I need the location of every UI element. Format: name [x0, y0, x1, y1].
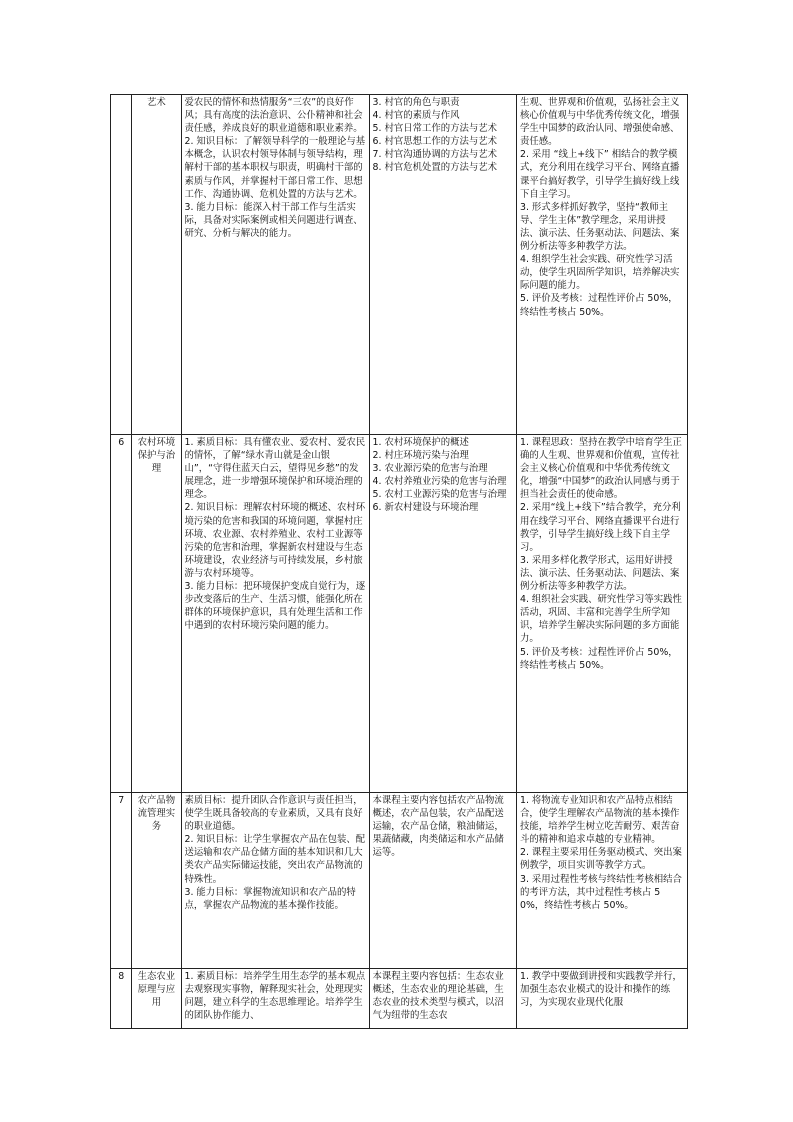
course-requirements: 1. 将物流专业知识和农产品特点相结合，使学生理解农产品物流的基本操作技能，培养学生树立吃苦耐劳、艰苦奋斗的精神和追求卓越的专业精神。 2. 课程主要采用任务驱动模式、突出案例教学，项目实训等教学方式。 3. 采用过程性考核与终结性考核相结合的考评方法，其中过程性考核占 50%，终结性考核占 50%。: [517, 793, 688, 969]
course-requirements: 1. 课程思政：坚持在教学中培育学生正确的人生观、世界观和价值观，宣传社会主义核心价值观和中华优秀传统文化，增强“中国梦”的政治认同感与勇于担当社会责任的使命感。 2. 采用“线上+线下”结合教学，充分利用在线学习平台、网络直播课平台进行教学，引导学生搞好线上线下自主学习。 3. 采用多样化教学形式，运用好讲授法、演示法、任务驱动法、问题法、案例分析法等多种教学方法。 4. 组织社会实践、研究性学习等实践性活动，巩固、丰富和完善学生所学知识，培养学生解决实际问题的多方面能力。 5. 评价及考核：过程性评价占 50%，终结性考核占 50%。: [517, 435, 688, 793]
course-name: 农产品物流管理实务: [132, 793, 181, 969]
course-name: 农村环境保护与治理: [132, 435, 181, 793]
course-content: 本课程主要内容包括：生态农业概述，生态农业的理论基础，生态农业的技术类型与模式，以沼气为纽带的生态农: [369, 969, 516, 1029]
course-requirements: 1. 教学中要做到讲授和实践教学并行，加强生态农业模式的设计和操作的练习，为实现农业现代化服: [517, 969, 688, 1029]
course-name: 艺术: [132, 95, 181, 435]
course-content: 1. 农村环境保护的概述 2. 村庄环境污染与治理 3. 农业源污染的危害与治理 4. 农村养殖业污染的危害与治理 5. 农村工业源污染的危害与治理 6. 新农村建设与环境治理: [369, 435, 516, 793]
table-row: [111, 435, 688, 793]
course-number: 7: [111, 793, 132, 969]
course-number: [111, 95, 132, 435]
course-objectives: 1. 素质目标：培养学生用生态学的基本观点去观察现实事物，解释现实社会，处理现实问题，建立科学的生态思维理论。培养学生的团队协作能力、: [181, 969, 369, 1029]
course-objectives: 爱农民的情怀和热情服务“三农”的良好作风；具有高度的法治意识、公仆精神和社会责任感，养成良好的职业道德和职业素养。 2. 知识目标：了解领导科学的一般理论与基本概念，认识农村领导体制与领导结构，理解村干部的基本职权与职责，明确村干部的素质与作风，并掌握村干部日常工作、思想工作、沟通协调、危机处置的方法与艺术。 3. 能力目标：能深入村干部工作与生活实际，具备对实际案例或相关问题进行调查、研究、分析与解决的能力。: [181, 95, 369, 435]
course-objectives: 1. 素质目标：具有懂农业、爱农村、爱农民的情怀，了解“绿水青山就是金山银山”，“守得住蓝天白云，望得见乡愁”的发展理念，进一步增强环境保护和环境治理的理念。 2. 知识目标：理解农村环境的概述、农村环境污染的危害和我国的环境问题，掌握村庄环境、农业源、农村养殖业、农村工业源等污染的危害和治理，掌握新农村建设与生态环境建设，农业经济与可持续发展，乡村旅游与农村环境等。 3. 能力目标：把环境保护变成自觉行为，逐步改变落后的生产、生活习惯，能强化所在群体的环境保护意识，具有处理生活和工作中遇到的农村环境污染问题的能力。: [181, 435, 369, 793]
course-content: 本课程主要内容包括农产品物流概述，农产品包装，农产品配送运输，农产品仓储，粮油储运，果蔬储藏，肉类储运和水产品储运等。: [369, 793, 516, 969]
course-table: [110, 94, 688, 1029]
course-number: 8: [111, 969, 132, 1029]
course-content: 3. 村官的角色与职责 4. 村官的素质与作风 5. 村官日常工作的方法与艺术 6. 村官思想工作的方法与艺术 7. 村官沟通协调的方法与艺术 8. 村官危机处置的方法与艺术: [369, 95, 516, 435]
course-requirements: 生观、世界观和价值观，弘扬社会主义核心价值观与中华优秀传统文化，增强学生中国梦的政治认同、增强使命感、责任感。 2. 采用 “线上+线下” 相结合的教学模式，充分利用在线学习平台、网络直播课平台搞好教学，引导学生搞好线上线下自主学习。 3. 形式多样抓好教学，坚持“教师主导、学生主体”教学理念，采用讲授法、演示法、任务驱动法、问题法、案例分析法等多种教学方法。 4. 组织学生社会实践、研究性学习活动，使学生巩固所学知识，培养解决实际问题的能力。 5. 评价及考核：过程性评价占 50%，终结性考核占 50%。: [517, 95, 688, 435]
course-objectives: 素质目标：提升团队合作意识与责任担当，使学生既具备较高的专业素质，又具有良好的职业道德。 2. 知识目标：让学生掌握农产品在包装、配送运输和农产品仓储方面的基本知识和几大类农产品实际储运技能，突出农产品物流的特殊性。 3. 能力目标：掌握物流知识和农产品的特点，掌握农产品物流的基本操作技能。: [181, 793, 369, 969]
table-row: [111, 969, 688, 1029]
course-name: 生态农业原理与应用: [132, 969, 181, 1029]
course-number: 6: [111, 435, 132, 793]
table-row: [111, 793, 688, 969]
table-row: [111, 95, 688, 435]
